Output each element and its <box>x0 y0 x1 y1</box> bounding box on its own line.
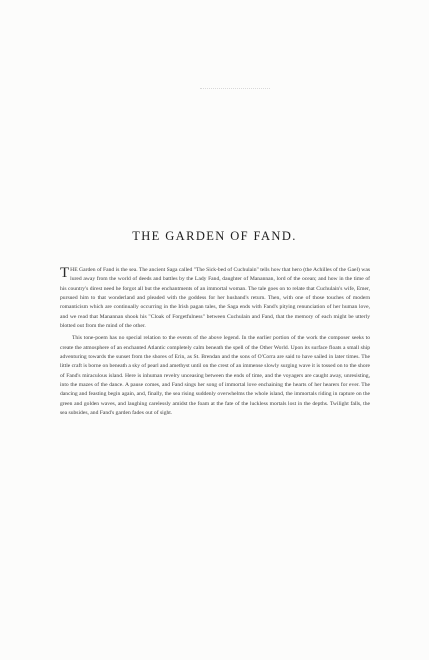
paragraph-2-text: This tone-poem has no special relation to the events of the above legend. In the earlier portion of the work the composer seeks to create the atmosphere of an enchanted Atlantic completely calm beneath the spell of the Other World. Upon its surface floats a small ship adventuring towards the sunset from the shores of Erin, as St. Brendan and the sons of O'Corra are said to have sailed in later times. The little craft is borne on beneath a sky of pearl and amethyst until on the crest of an immense slowly surging wave it is tossed on to the shore of Fand's miraculous island. Here is inhuman revelry unceasing between the ends of time, and the voyagers are caught away, unresisting, into the mazes of the dance. A pause comes, and Fand sings her song of immortal love enchaining the hearts of her hearers for ever. The dancing and feasting begin again, and, finally, the sea rising suddenly overwhelms the whole island, the immortals riding in rapture on the green and golden waves, and laughing carelessly amidst the foam at the fate of the luckless mortals lost in the depths. Twilight falls, the sea subsides, and Fand's garden fades out of sight. <box>60 335 370 417</box>
faint-rule <box>200 88 270 90</box>
body-text <box>60 266 370 419</box>
drop-cap: T <box>60 265 70 281</box>
page-title: THE GARDEN OF FAND. <box>132 229 297 243</box>
paragraph-1 <box>60 266 370 331</box>
paragraph-1-text: HE Garden of Fand is the sea. The ancient Saga called "The Sick-bed of Cuchulain" tells how that hero (the Achilles of the Gael) was lured away from the world of deeds and battles by the Lady Fand, daughter of Manannan, lord of the ocean; and how in the time of his country's direst need he forgot all but the enchantments of an immortal woman. The tale goes on to relate that Cuchulain's wife, Emer, pursued him to that wonderland and pleaded with the goddess for her husband's return. Then, with one of those touches of modern romanticism which are continually occurring in the Irish pagan tales, the Saga ends with Fand's pitying renunciation of her human love, and we read that Manannan shook his "Cloak of Forgetfulness" between Cuchulain and Fand, that the memory of each might be utterly blotted out from the mind of the other. <box>60 267 370 330</box>
paragraph-2 <box>60 334 370 418</box>
